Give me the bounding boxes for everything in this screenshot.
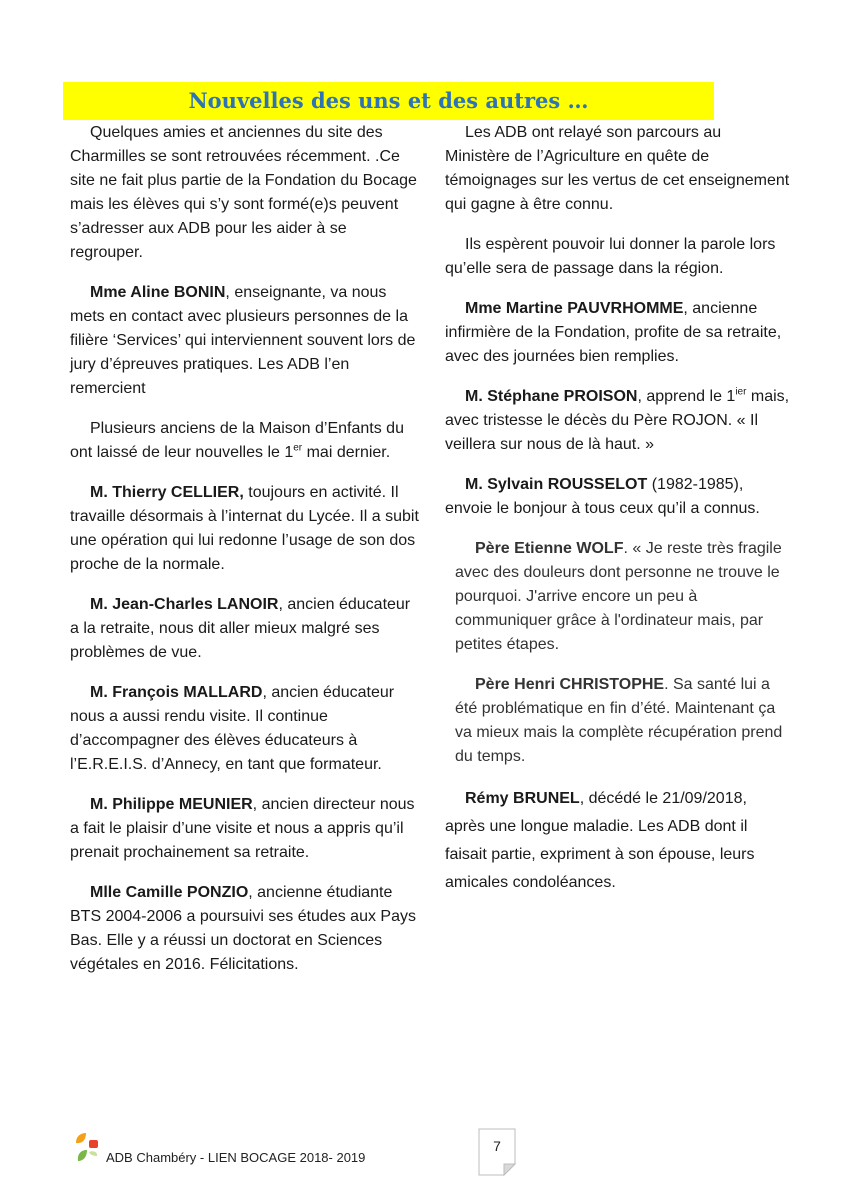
person-name: Père Etienne WOLF — [475, 540, 624, 557]
page-number-box — [478, 1128, 516, 1176]
person-name: M. Sylvain ROUSSELOT — [465, 476, 648, 493]
news-item-meunier: M. Philippe MEUNIER, ancien directeur nous a fait le plaisir d’une visite et nous a appris qu’il prenait prochainement sa retraite. — [70, 796, 415, 861]
news-item-relay: Les ADB ont relayé son parcours au Ministère de l’Agriculture en quête de témoignages sur les vertus de cet enseignement qui gagne à être connu. — [445, 124, 790, 213]
right-column — [445, 121, 790, 913]
person-name: M. Thierry CELLIER, — [90, 484, 244, 501]
person-name: Rémy BRUNEL — [465, 790, 580, 807]
news-item-mallard: M. François MALLARD, ancien éducateur nous a aussi rendu visite. Il continue d’accompagner des élèves éducateurs à l’E.R.E.I.S. d’Annecy, en tant que formateur. — [70, 684, 395, 773]
person-name: Mlle Camille PONZIO — [90, 884, 249, 901]
news-item-maison-enfants: Plusieurs anciens de la Maison d’Enfants du ont laissé de leur nouvelles le 1er mai dernier. — [70, 420, 404, 461]
news-item-rousselot: M. Sylvain ROUSSELOT (1982-1985), envoie le bonjour à tous ceux qu’il a connus. — [445, 476, 760, 517]
person-name: Mme Aline BONIN — [90, 284, 226, 301]
news-item-christophe: Père Henri CHRISTOPHE. Sa santé lui a été problématique en fin d’été. Maintenant ça va mieux mais la complète récupération prend du temps. — [455, 676, 783, 765]
news-item-wolf: Père Etienne WOLF. « Je reste très fragile avec des douleurs dont personne ne trouve le pourquoi. J'arrive encore un peu à communiquer grâce à l'ordinateur mais, par petites étapes. — [455, 540, 782, 653]
person-name: Mme Martine PAUVRHOMME — [465, 300, 684, 317]
page-number: 7 — [493, 1138, 501, 1154]
left-column — [70, 121, 420, 993]
person-name: M. Philippe MEUNIER — [90, 796, 253, 813]
news-item-lanoir: M. Jean-Charles LANOIR, ancien éducateur a la retraite, nous dit aller mieux malgré ses problèmes de vue. — [70, 596, 411, 661]
news-item-bonin: Mme Aline BONIN, enseignante, va nous mets en contact avec plusieurs personnes de la filière ‘Services’ qui interviennent souvent lors de jury d’épreuves pratiques. Les ADB l’en remercient — [70, 284, 416, 397]
footer-caption: ADB Chambéry - LIEN BOCAGE 2018- 2019 — [106, 1150, 366, 1165]
news-item-proison: M. Stéphane PROISON, apprend le $1^{ier}$ mais, avec tristesse le décès du Père ROJON. « Il veillera sur nous de là haut. » — [445, 386, 790, 453]
news-item-pauvrhomme: Mme Martine PAUVRHOMME, ancienne infirmière de la Fondation, profite de sa retraite, avec des journées bien remplies. — [445, 300, 782, 365]
news-item-ponzio: Mlle Camille PONZIO, ancienne étudiante BTS 2004-2006 a poursuivi ses études aux Pays Bas. Elle y a réussi un doctorat en Sciences végétales en 2016. Félicitations. — [70, 884, 416, 973]
title-banner — [63, 82, 714, 120]
person-name: M. Jean-Charles LANOIR — [90, 596, 279, 613]
news-item-brunel: Rémy BRUNEL, décédé le 21/09/2018, après une longue maladie. Les ADB dont il faisait partie, expriment à son épouse, leurs amicales condoléances. — [445, 790, 755, 891]
news-item-cellier: M. Thierry CELLIER, toujours en activité. Il travaille désormais à l’internat du Lycée. Il a subit une opération qui lui redonne l’usage de son dos proche de la normale. — [70, 484, 419, 573]
leaf-logo-icon — [74, 1131, 100, 1165]
person-name: M. François MALLARD — [90, 684, 263, 701]
intro-paragraph: Quelques amies et anciennes du site des Charmilles se sont retrouvées récemment. .Ce site ne fait plus partie de la Fondation du Bocage mais les élèves qui s’y sont formé(e)s peuvent s’adresser aux ADB pour les aider à se regrouper. — [70, 124, 417, 261]
page-title: Nouvelles des uns et des autres … — [188, 88, 589, 113]
person-name: Père Henri CHRISTOPHE — [475, 676, 665, 693]
news-item-parole: Ils espèrent pouvoir lui donner la parole lors qu’elle sera de passage dans la région. — [445, 236, 776, 277]
person-name: M. Stéphane PROISON — [465, 388, 638, 405]
